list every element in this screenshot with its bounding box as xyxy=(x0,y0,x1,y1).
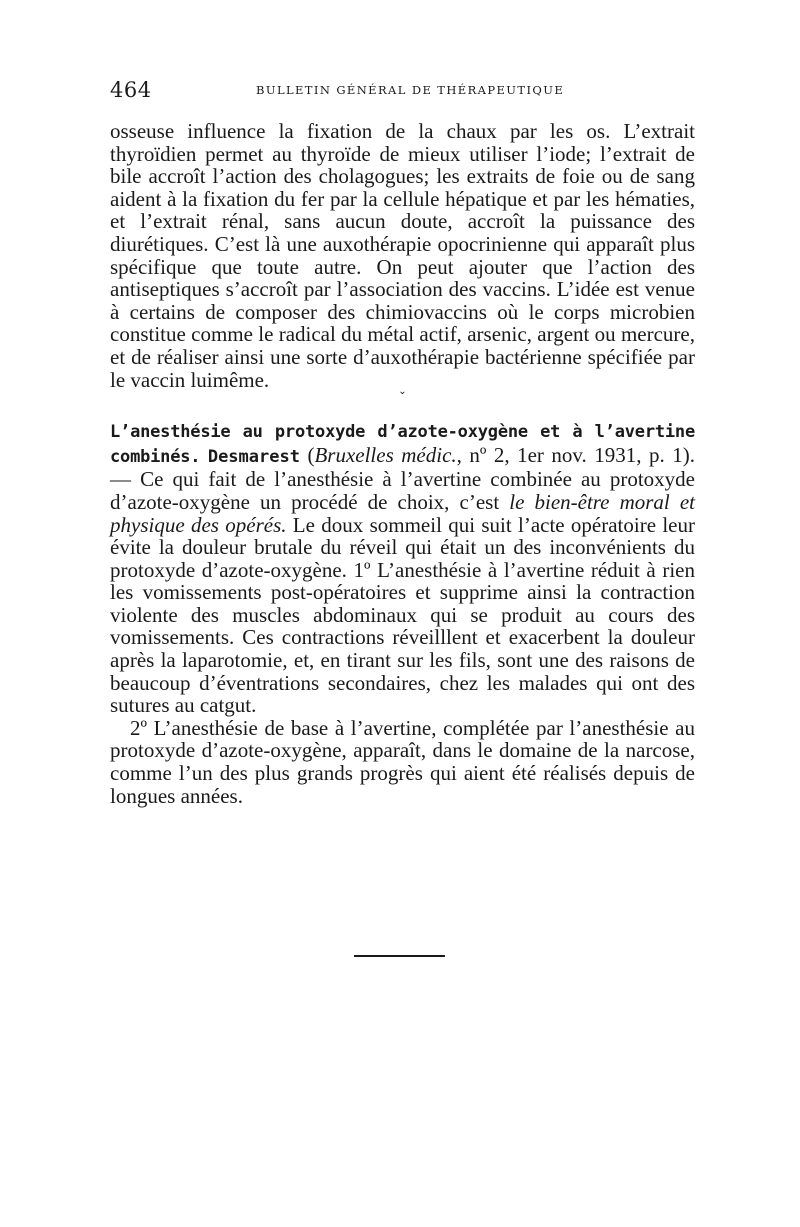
abstract-text-2: Le doux sommeil qui suit l’acte opératoire leur évite la douleur brutale du réveil qui était un des inconvénients du protoxyde d’azote-oxygène. 1º L’anesthésie à l’avertine réduit à rien les vomissements post-opératoires et supprime ainsi la contraction violente des muscles abdominaux qui se produit au cours des vomissements. Ces contractions réveilllent et exacerbent la douleur après la laparotomie, et, en tirant sur les fils, sont une des raisons de beaucoup d’éventrations secondaires, chez les malades qui ont des sutures au catgut. xyxy=(110,512,695,718)
article-paragraph-2: 2º L’anesthésie de base à l’avertine, complétée par l’anesthésie au protoxyde d’azote-oxygène, apparaît, dans le domaine de la narcose, comme l’un des plus grands progrès qui aient été réalisés depuis de longues années. xyxy=(110,715,695,808)
abstract-text-1: Ce qui fait de l’anesthésie à l’avertine combinée au protoxyde d’azote-oxygène un procédé de choix, c’est xyxy=(110,467,696,514)
document-page xyxy=(110,70,695,807)
article-title: L’anesthésie au protoxyde d’azote-oxygène et à l’avertine combinés. xyxy=(110,422,695,467)
section-divider xyxy=(354,955,445,957)
running-head xyxy=(110,70,695,100)
source-journal: Bruxelles médic. xyxy=(314,442,457,467)
source-details: , nº 2, 1er nov. 1931, p. 1). — xyxy=(110,442,696,492)
printer-mark-icon: ⌄ xyxy=(398,386,407,398)
article-abstract xyxy=(110,419,695,717)
continuation-paragraph: osseuse influence la fixation de la chaux par les os. L’extrait thyroïdien permet au thyroïde de mieux utiliser l’iode; l’extrait de bile accroît l’action des cholagogues; les extraits de foie ou de sang aident à la fixation du fer par la cellule hépatique et par les hématies, et l’extrait rénal, sans aucun doute, accroît la puissance des diurétiques. C’est là une auxothérapie opocrinienne qui apparaît plus spécifique que toute autre. On peut ajouter que l’action des antiseptiques s’accroît par l’association des vaccins. L’idée est venue à certains de composer des chimiovaccins où le corps microbien constitue comme le radical du métal actif, arsenic, argent ou mercure, et de réaliser ainsi une sorte d’auxothérapie bactérienne spécifiée par le vaccin luimême. xyxy=(110,119,695,392)
article-author: Desmarest xyxy=(207,446,300,467)
page-number: 464 xyxy=(110,78,152,102)
abstract-italic-phrase: le bien-être moral et physique des opérés. xyxy=(110,489,695,537)
journal-title: BULLETIN GÉNÉRAL DE THÉRAPEUTIQUE xyxy=(256,83,565,97)
body-text xyxy=(110,120,695,807)
source-open: ( xyxy=(307,442,315,467)
